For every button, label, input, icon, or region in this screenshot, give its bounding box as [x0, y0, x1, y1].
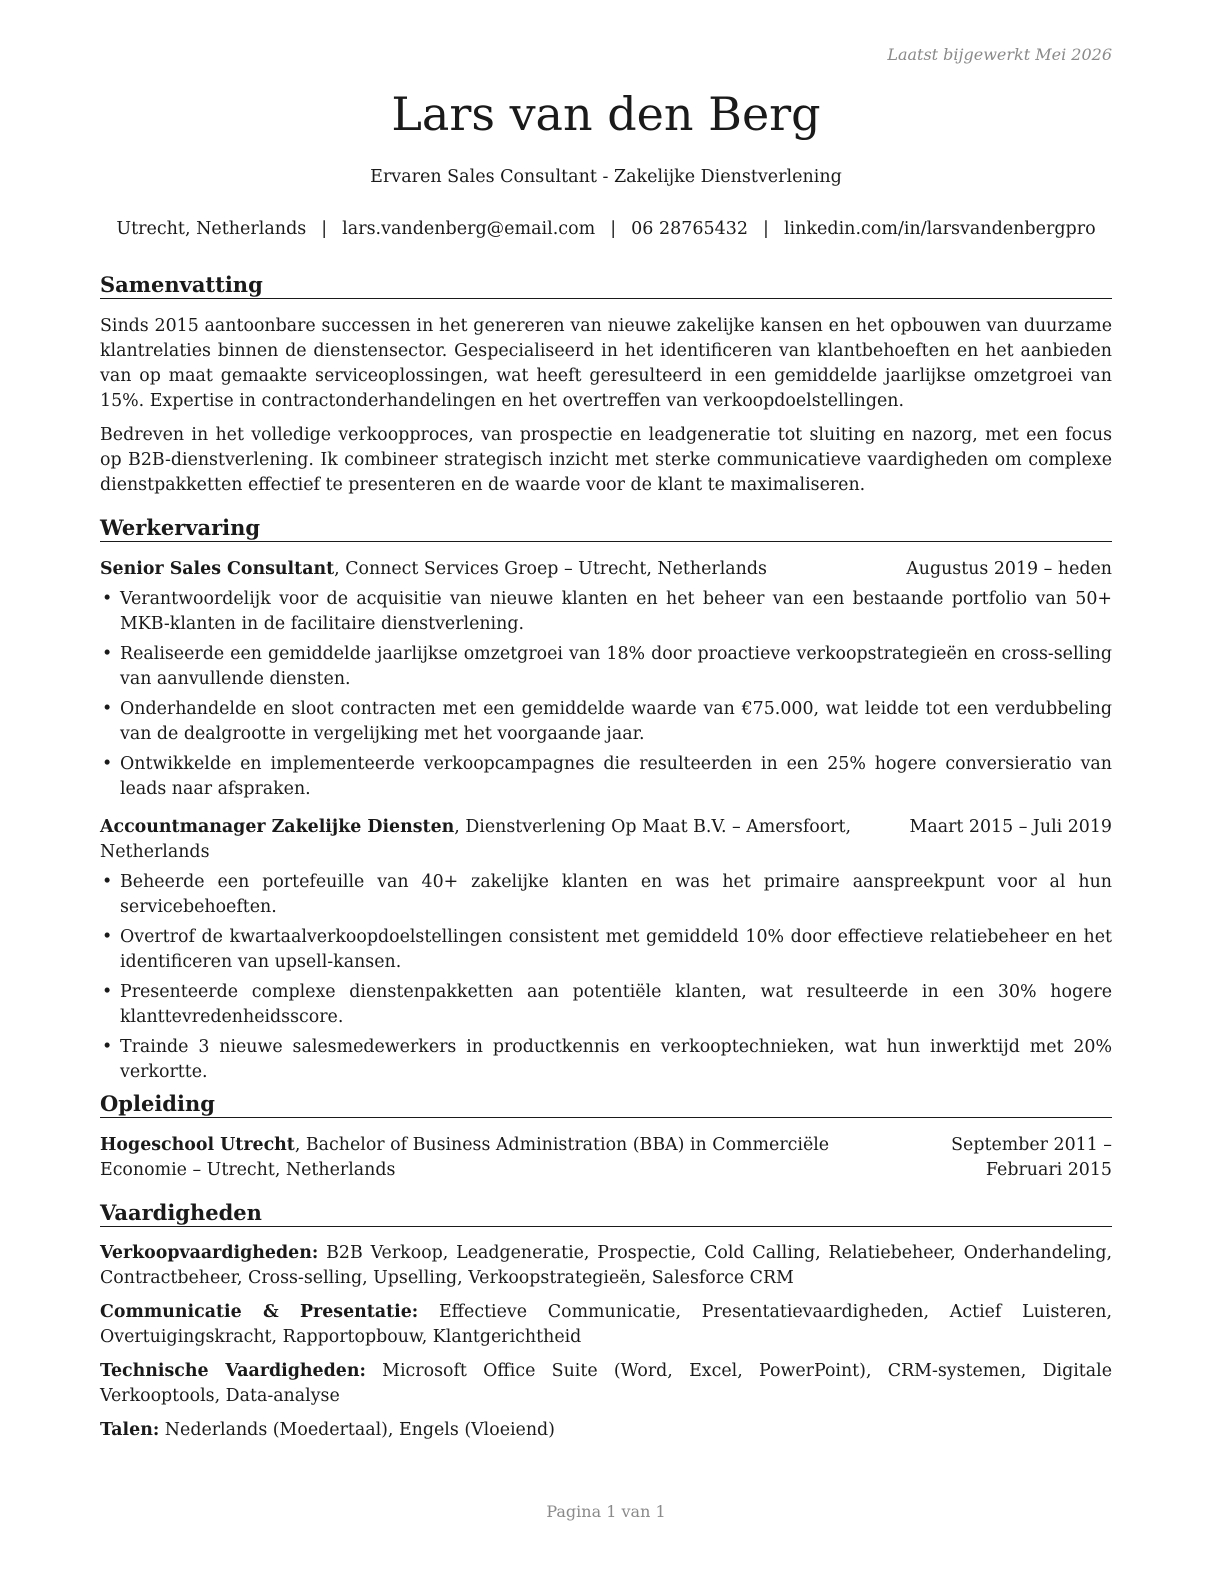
summary-paragraph: Sinds 2015 aantoonbare successen in het genereren van nieuwe zakelijke kansen en het opbouwen van duurzame klantrelaties binnen de dienstensector. Gespecialiseerd in het identificeren van klantbehoeften en het aanbieden van op maat gemaakte serviceoplossingen, wat heeft geresulteerd in een gemiddelde jaarlijkse omzetgroei van 15%. Expertise in contractonderhandelingen en het overtreffen van verkoopdoelstellingen. [100, 316, 1112, 411]
job-bullet: • Onderhandelde en sloot contracten met een gemiddelde waarde van €75.000, wat leidde tot een verdubbeling van de dealgrootte in vergelijking met het voorgaande jaar. [100, 697, 1112, 747]
skills-section [100, 1200, 1112, 1452]
contact-line [100, 219, 1112, 239]
job-bullet: • Ontwikkelde en implementeerde verkoopcampagnes die resulteerden in een 25% hogere conversieratio van leads naar afspraken. [100, 752, 1112, 802]
education-details: , Bachelor of Business Administration (BBA) in Commerciële Economie – Utrecht, Netherlands [100, 1135, 830, 1180]
resume-page [100, 0, 1112, 1584]
job-dates: Augustus 2019 – heden [906, 559, 1112, 579]
skill-group [100, 1241, 1112, 1291]
headline: Ervaren Sales Consultant - Zakelijke Dienstverlening [370, 167, 842, 187]
job-bullet: • Verantwoordelijk voor de acquisitie van nieuwe klanten en het beheer van een bestaande portfolio van 50+ MKB-klanten in de facilitaire dienstverlening. [100, 587, 1112, 637]
job-bullets [100, 587, 1112, 802]
education-heading: Opleiding [100, 1091, 1112, 1118]
last-updated: Laatst bijgewerkt Mei 2026 [887, 45, 1112, 64]
contact-separator: | [763, 219, 769, 239]
experience-heading: Werkervaring [100, 515, 1112, 542]
job-org: , Dienstverlening Op Maat B.V. – Amersfoort, Netherlands [100, 817, 852, 862]
education-dates: September 2011 – Februari 2015 [951, 1135, 1112, 1180]
job-bullet: • Overtrof de kwartaalverkoopdoelstellingen consistent met gemiddeld 10% door effectieve relatiebeheer en het identificeren van upsell-kansen. [100, 925, 1112, 975]
skill-label: Communicatie & Presentatie: [100, 1302, 419, 1322]
job-entry [100, 557, 1112, 802]
job-bullet: • Trainde 3 nieuwe salesmedewerkers in productkennis en verkooptechnieken, wat hun inwerktijd met 20% verkortte. [100, 1035, 1112, 1085]
skills-heading: Vaardigheden [100, 1200, 1112, 1227]
skill-value: Microsoft Office Suite (Word, Excel, PowerPoint), CRM-systemen, Digitale Verkooptools, Data-analyse [100, 1361, 1112, 1406]
job-header [100, 815, 1112, 865]
skill-value: Nederlands (Moedertaal), Engels (Vloeiend) [159, 1420, 555, 1440]
contact-separator: | [610, 219, 617, 239]
skill-group [100, 1300, 1112, 1350]
job-bullet: • Realiseerde een gemiddelde jaarlijkse omzetgroei van 18% door proactieve verkoopstrategieën en cross-selling van aanvullende diensten. [100, 642, 1112, 692]
skill-label: Technische Vaardigheden: [100, 1361, 366, 1381]
skill-value: B2B Verkoop, Leadgeneratie, Prospectie, Cold Calling, Relatiebeheer, Onderhandeling, Contractbeheer, Cross-selling, Upselling, Verkoopstrategieën, Salesforce CRM [100, 1243, 1112, 1288]
contact-separator: | [321, 219, 328, 239]
skill-group [100, 1418, 1112, 1443]
contact-email[interactable]: lars.vandenberg@email.com [342, 219, 596, 239]
job-org: , Connect Services Groep – Utrecht, Netherlands [334, 559, 767, 579]
job-bullet: • Presenteerde complexe dienstenpakketten aan potentiële klanten, wat resulteerde in een 30% hogere klanttevredenheidsscore. [100, 980, 1112, 1030]
job-bullets [100, 870, 1112, 1085]
job-header [100, 557, 1112, 582]
contact-phone: 06 28765432 [631, 219, 749, 239]
job-entry [100, 815, 1112, 1085]
job-dates: Maart 2015 – Juli 2019 [909, 817, 1112, 837]
summary-paragraph: Bedreven in het volledige verkoopproces, van prospectie en leadgeneratie tot sluiting en nazorg, met een focus op B2B-dienstverlening. Ik combineer strategisch inzicht met sterke communicatieve vaardigheden om complexe dienstpakketten effectief te presenteren en de waarde voor de klant te maximaliseren. [100, 425, 1112, 495]
contact-linkedin[interactable]: linkedin.com/in/larsvandenbergpro [783, 219, 1096, 239]
page-number: Pagina 1 van 1 [546, 1502, 666, 1521]
job-role: Senior Sales Consultant [100, 559, 335, 579]
job-bullet: • Beheerde een portefeuille van 40+ zakelijke klanten en was het primaire aanspreekpunt voor al hun servicebehoeften. [100, 870, 1112, 920]
candidate-name: Lars van den Berg [391, 87, 821, 141]
skill-group [100, 1359, 1112, 1409]
contact-location: Utrecht, Netherlands [116, 219, 307, 239]
summary-section [100, 272, 1112, 498]
skill-label: Verkoopvaardigheden: [100, 1243, 319, 1263]
skill-label: Talen: [100, 1420, 160, 1440]
job-role: Accountmanager Zakelijke Diensten [100, 817, 455, 837]
education-section [100, 1091, 1112, 1183]
summary-heading: Samenvatting [100, 272, 1112, 299]
education-entry [100, 1133, 1112, 1183]
skill-value: Effectieve Communicatie, Presentatievaardigheden, Actief Luisteren, Overtuigingskracht, Rapportopbouw, Klantgerichtheid [100, 1302, 1112, 1347]
education-school: Hogeschool Utrecht [100, 1135, 295, 1155]
experience-section [100, 515, 1112, 1090]
